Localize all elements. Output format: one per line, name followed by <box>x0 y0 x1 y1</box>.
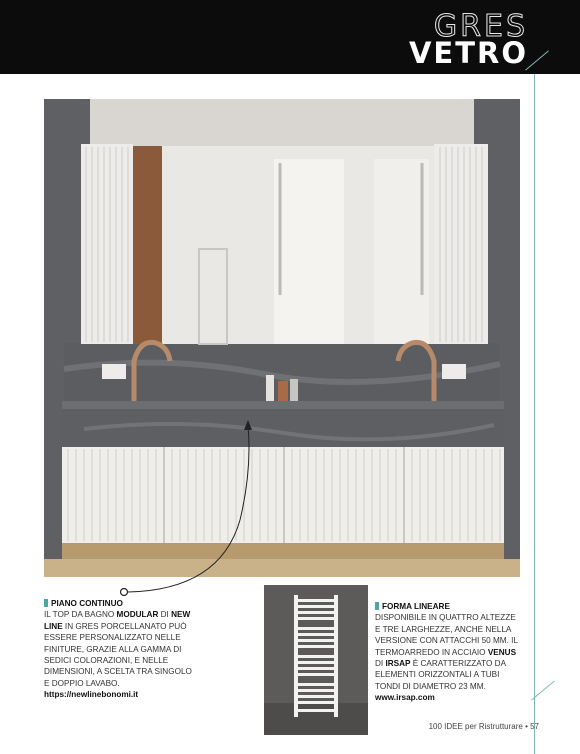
title-vetro: VETRO <box>408 36 528 70</box>
brand-modular: MODULAR <box>116 610 159 620</box>
caption-left-text-2: DI <box>158 610 172 620</box>
brand-new-line: NEW LINE <box>44 610 191 631</box>
caption-left-text-3: IN GRES PORCELLANATO PUÒ ESSERE PERSONALIZZATO NELLE FINITURE, GRAZIE ALLA GAMMA DI SEDICI COLORAZIONI, E NELLE DIMENSIONI, A SCELTA TRA SINGOLO E DOPPIO LAVABO. <box>44 621 192 688</box>
brand-venus: VENUS <box>487 647 517 657</box>
caption-left-heading: PIANO CONTINUO <box>44 598 194 609</box>
caption-left-text-1: IL TOP DA BAGNO <box>44 610 117 620</box>
page-footer: 100 IDEE per Ristrutturare • 57 <box>428 722 539 731</box>
caption-right-body <box>375 612 520 692</box>
radiator-illustration <box>264 585 368 735</box>
title-gres: GRES <box>433 9 528 44</box>
brand-irsap: IRSAP <box>385 659 411 669</box>
caption-forma-lineare <box>375 601 520 704</box>
caption-piano-continuo <box>44 598 194 701</box>
caption-right-text-1: DISPONIBILE IN QUATTRO ALTEZZE E TRE LARGHEZZE, ANCHE NELLA VERSIONE CON ATTACCHI 50 MM. IL TERMOARREDO IN ACCIAIO <box>375 613 518 657</box>
irsap-link[interactable]: www.irsap.com <box>375 693 435 703</box>
caption-right-text-3: È CARATTERIZZATO DA ELEMENTI ORIZZONTALI A TUBI TONDI DI DIAMETRO 23 MM. <box>375 659 506 691</box>
caption-left-body <box>44 609 194 689</box>
new-line-link[interactable]: https://newlinebonomi.it <box>44 690 139 700</box>
radiator-photo <box>264 585 368 735</box>
caption-right-text-2: DI <box>375 659 386 669</box>
caption-right-heading: FORMA LINEARE <box>375 601 520 612</box>
